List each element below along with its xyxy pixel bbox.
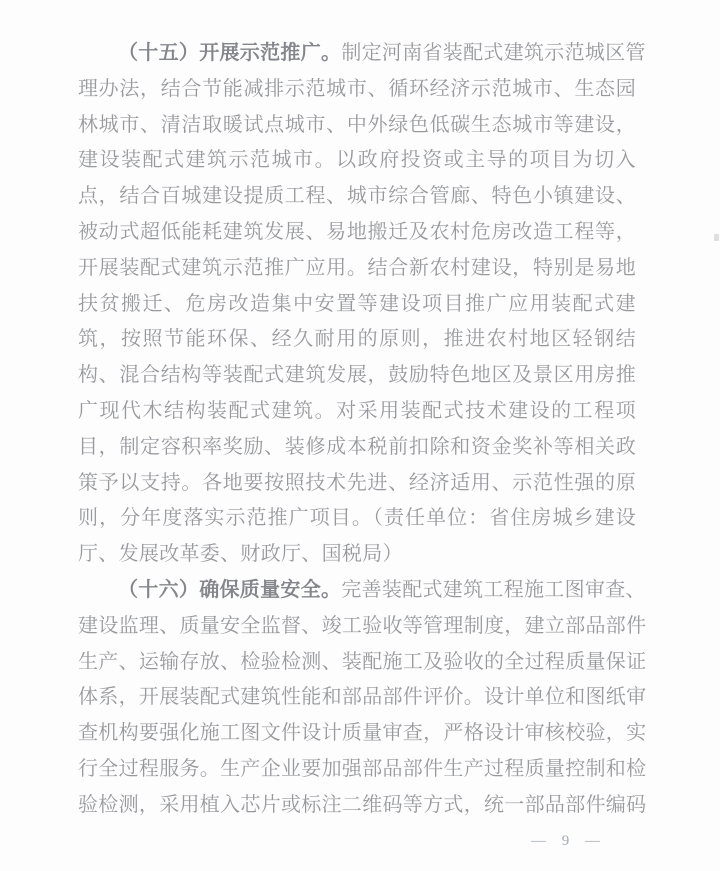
text-line: 构、混合结构等装配式建筑发展，鼓励特色地区及景区用房推 bbox=[78, 364, 636, 387]
text-line: 林城市、清洁取暖试点城市、中外绿色低碳生态城市等建设， bbox=[78, 113, 636, 136]
text-line: 开展装配式建筑示范推广应用。结合新农村建设，特别是易地 bbox=[78, 256, 636, 279]
section-16-first-line-text: 完善装配式建筑工程施工图审查、 bbox=[341, 578, 646, 601]
text-line: 则，分年度落实示范推广项目。（责任单位：省住房城乡建设 bbox=[78, 507, 636, 530]
text-line: 查机构要强化施工图文件设计质量审查，严格设计审核校验，实 bbox=[78, 722, 647, 745]
scan-artifact bbox=[714, 234, 719, 241]
text-line: 建设监理、质量安全监督、竣工验收等管理制度，建立部品部件 bbox=[78, 614, 647, 637]
text-line: 广现代木结构装配式建筑。对采用装配式技术建设的工程项 bbox=[78, 399, 636, 422]
document-body-text bbox=[78, 36, 647, 824]
section-15-last-line: 厅、发展改革委、财政厅、国税局） bbox=[78, 543, 403, 566]
page-number: — 9 — bbox=[531, 833, 606, 849]
section-16-heading: （十六）确保质量安全。 bbox=[118, 578, 342, 601]
section-16-first-line bbox=[78, 573, 646, 609]
section-15-heading: （十五）开展示范推广。 bbox=[118, 42, 342, 64]
section-15-first-line bbox=[78, 36, 646, 72]
text-line: 目，制定容积率奖励、装修成本税前扣除和资金奖补等相关政 bbox=[78, 435, 636, 458]
text-line: 体系，开展装配式建筑性能和部品部件评价。设计单位和图纸审 bbox=[78, 686, 647, 709]
text-line: 被动式超低能耗建筑发展、易地搬迁及农村危房改造工程等， bbox=[78, 220, 636, 243]
text-line: 筑，按照节能环保、经久耐用的原则，推进农村地区轻钢结 bbox=[78, 328, 636, 351]
text-line: 行全过程服务。生产企业要加强部品部件生产过程质量控制和检 bbox=[78, 757, 647, 780]
text-line: 建设装配式建筑示范城市。以政府投资或主导的项目为切入 bbox=[78, 149, 636, 172]
text-line: 理办法，结合节能减排示范城市、循环经济示范城市、生态园 bbox=[78, 77, 636, 100]
text-line: 扶贫搬迁、危房改造集中安置等建设项目推广应用装配式建 bbox=[78, 292, 636, 315]
text-line: 生产、运输存放、检验检测、装配施工及验收的全过程质量保证 bbox=[78, 650, 647, 673]
text-line: 验检测，采用植入芯片或标注二维码等方式，统一部品部件编码 bbox=[78, 793, 647, 816]
text-line: 策予以支持。各地要按照技术先进、经济适用、示范性强的原 bbox=[78, 471, 636, 494]
section-15-first-line-text: 制定河南省装配式建筑示范城区管 bbox=[341, 42, 646, 64]
text-line: 点，结合百城建设提质工程、城市综合管廊、特色小镇建设、 bbox=[78, 185, 636, 208]
